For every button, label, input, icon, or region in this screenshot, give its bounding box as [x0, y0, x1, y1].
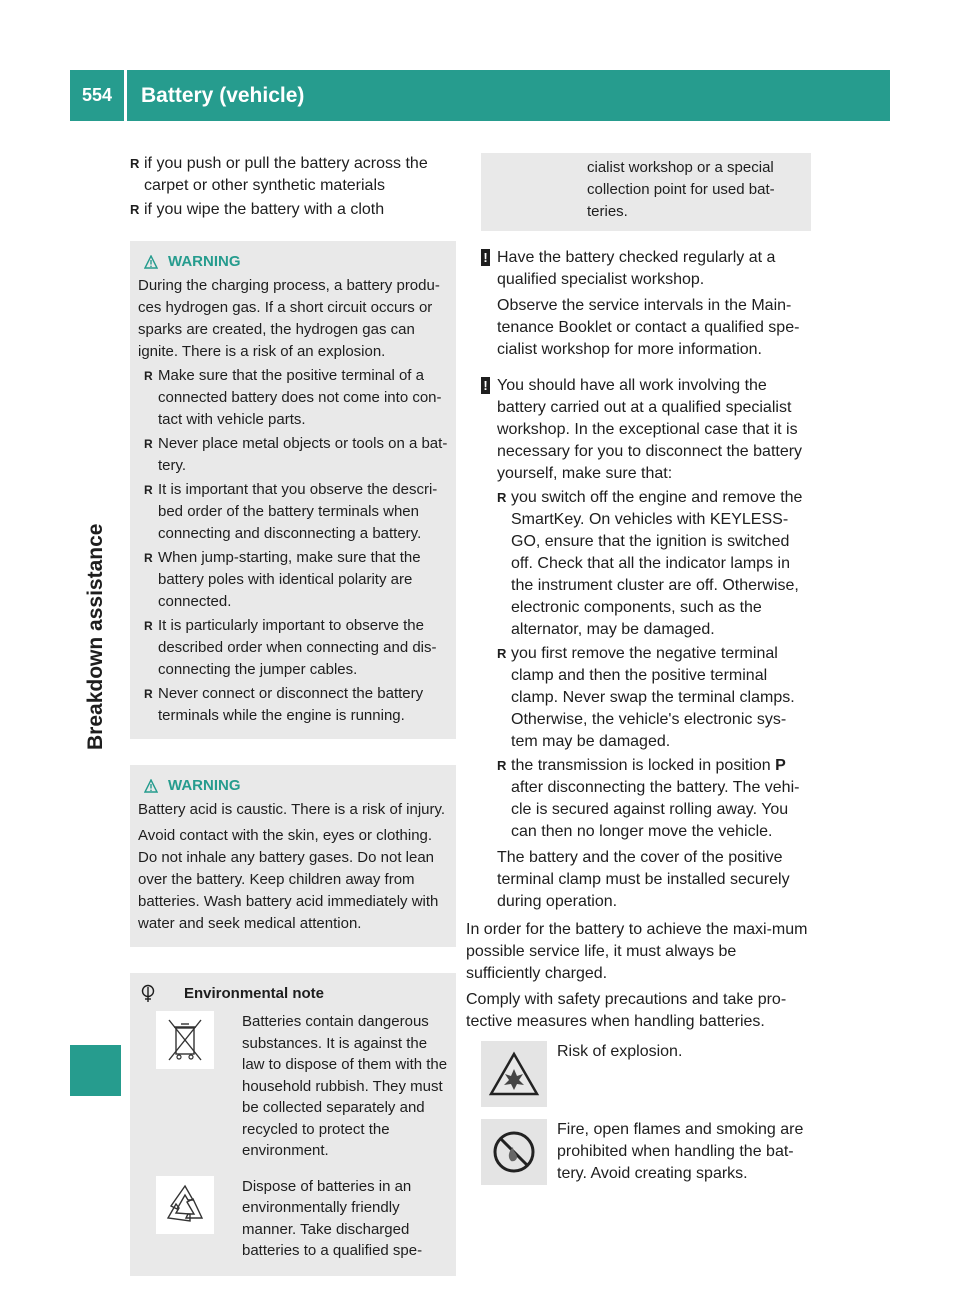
- paragraph: In order for the battery to achieve the maxi-mum possible service life, it must always be sufficiently charged.: [466, 921, 808, 982]
- list-item: R you first remove the negative terminal clamp and then the positive terminal clamp. Never swap the terminal clamps. Otherwise, the vehicle's electronic sys-tem may be damaged.: [497, 643, 811, 753]
- notice-text: You should have all work involving the battery carried out at a qualified specialist workshop. In the exceptional case that it is necessary for you to disconnect the battery yourself, make sure that:: [497, 377, 803, 482]
- gear-position-p: P: [775, 757, 786, 774]
- warning-title: WARNING: [168, 253, 241, 270]
- env-note-title: Environmental note: [184, 985, 325, 1002]
- notice-text: The battery and the cover of the positive terminal clamp must be installed securely during operation.: [497, 849, 790, 910]
- warning-box-acid: [130, 765, 456, 947]
- warning-triangle-icon: [144, 779, 158, 793]
- notice-text: Observe the service intervals in the Main-tenance Booklet or contact a qualified spe-cialist workshop for more information.: [497, 297, 800, 358]
- recycling-icon: [156, 1176, 214, 1234]
- paragraph: Comply with safety precautions and take pro-tective measures when handling batteries.: [466, 991, 787, 1030]
- symbol-row: [481, 1119, 811, 1185]
- env-item: [138, 1011, 448, 1162]
- no-fire-icon: [481, 1119, 547, 1185]
- list-item-text: after disconnecting the battery. The vehi-cle is secured against rolling away. You can then no longer move the vehicle.: [511, 779, 800, 840]
- exclamation-icon: !: [481, 249, 490, 266]
- list-item: R you switch off the engine and remove the SmartKey. On vehicles with KEYLESS-GO, ensure that the ignition is switched off. Check that all the indicator lamps in the instrument cluster are off. Otherwise, electronic components, such as the alternator, may be damaged.: [497, 487, 811, 641]
- section-tab: [70, 1045, 121, 1096]
- env-note-continued-box: cialist workshop or a special collection point for used bat-teries.: [481, 153, 811, 231]
- left-column: [130, 153, 456, 1276]
- warning-triangle-icon: [144, 255, 158, 269]
- intro-bullets: [130, 153, 456, 221]
- notice-check-battery: [481, 247, 811, 361]
- list-item: R if you wipe the battery with a cloth: [130, 199, 456, 221]
- warning-text: Avoid contact with the skin, eyes or clothing. Do not inhale any battery gases. Do not lean over the battery. Keep children away from batteries. Wash battery acid immediately with water and seek medical attention.: [138, 827, 439, 932]
- list-item: [497, 755, 811, 843]
- right-column: [466, 153, 811, 1185]
- list-item: R Never connect or disconnect the battery terminals while the engine is running.: [144, 683, 448, 727]
- list-item: R It is important that you observe the descri-bed order of the battery terminals when connecting and disconnecting a battery.: [144, 479, 448, 545]
- env-item-text: Dispose of batteries in an environmentally friendly manner. Take discharged batteries to a qualified spe-: [242, 1177, 423, 1259]
- list-item: R if you push or pull the battery across the carpet or other synthetic materials: [130, 153, 456, 197]
- symbol-row: [481, 1041, 811, 1107]
- warning-title: WARNING: [168, 777, 241, 794]
- list-item: R Make sure that the positive terminal of a connected battery does not come into con-tact with vehicle parts.: [144, 365, 448, 431]
- list-item-text: the transmission is locked in position: [511, 757, 776, 774]
- page-number: 554: [81, 85, 113, 105]
- warning-box-hydrogen: [130, 241, 456, 739]
- env-note-header: [138, 983, 448, 1005]
- symbol-text: Risk of explosion.: [557, 1043, 683, 1060]
- list-item: R Never place metal objects or tools on a bat-tery.: [144, 433, 448, 477]
- exclamation-icon: !: [481, 377, 490, 394]
- section-label: Breakdown assistance: [84, 523, 107, 750]
- crossed-bin-icon: [156, 1011, 214, 1069]
- environmental-note-box: [130, 973, 456, 1276]
- list-item: R When jump-starting, make sure that the battery poles with identical polarity are connected.: [144, 547, 448, 613]
- page-title: Battery (vehicle): [141, 84, 305, 107]
- warning-header: [138, 251, 448, 273]
- notice-text: Have the battery checked regularly at a qualified specialist workshop.: [497, 249, 776, 288]
- list-item: R It is particularly important to observe the described order when connecting and dis-connecting the jumper cables.: [144, 615, 448, 681]
- header-separator: [124, 70, 127, 121]
- explosion-warning-icon: [481, 1041, 547, 1107]
- warning-header: [138, 775, 448, 797]
- warning-text: Battery acid is caustic. There is a risk of injury.: [138, 801, 446, 818]
- env-item: [138, 1176, 448, 1262]
- lightbulb-icon: [140, 984, 156, 1004]
- notice-workshop: [481, 375, 811, 913]
- symbol-text: Fire, open flames and smoking are prohibited when handling the bat-tery. Avoid creating sparks.: [557, 1121, 804, 1182]
- warning-text: During the charging process, a battery produ-ces hydrogen gas. If a short circuit occurs or sparks are created, the hydrogen gas can ignite. There is a risk of an explosion.: [138, 277, 440, 360]
- env-item-text: Batteries contain dangerous substances. It is against the law to dispose of them with the household rubbish. They must be collected separately and recycled to protect the environment.: [242, 1013, 448, 1159]
